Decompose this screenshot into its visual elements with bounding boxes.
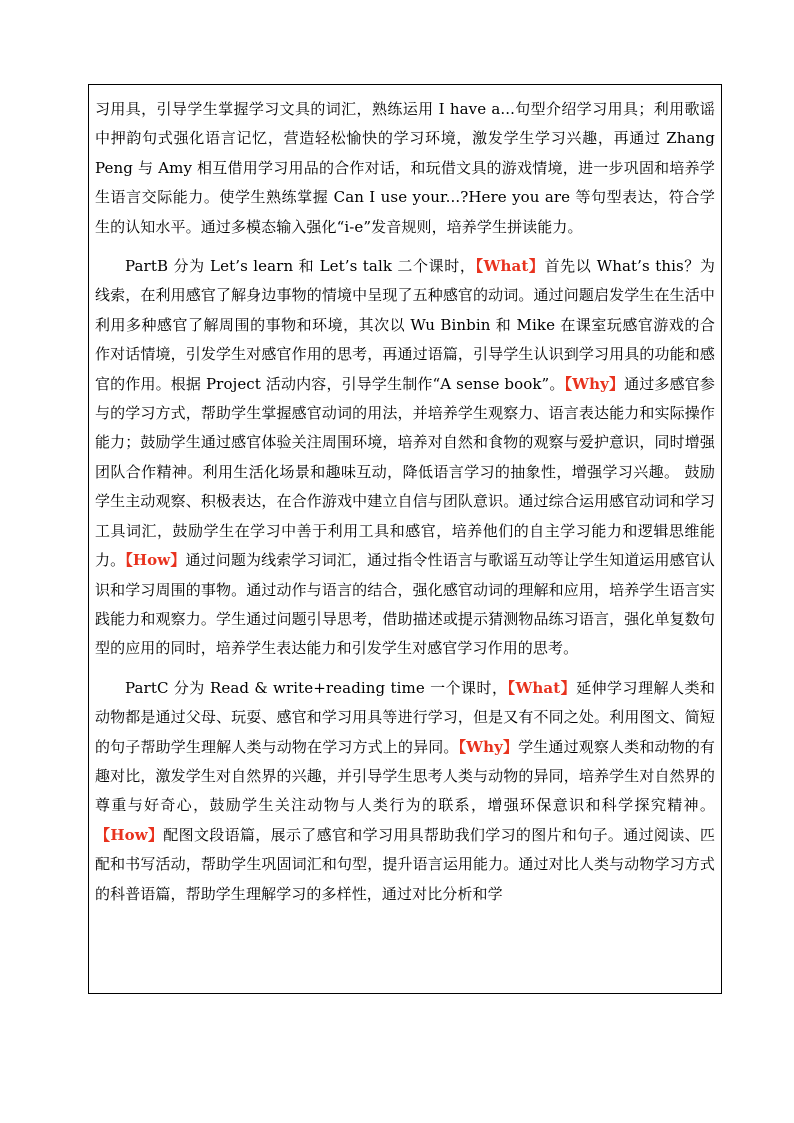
paragraph-part-c (95, 674, 715, 909)
paragraph-part-a-continued (95, 95, 715, 242)
body-text: 通过问题为线索学习词汇，通过指令性语言与歌谣互动等让学生知道运用感官认识和学习周围的事物。通过动作与语言的结合，强化感官动词的理解和应用，培养学生语言实践能力和观察力。学生通过问题引导思考，借助描述或提示猜测物品练习语言，强化单复数句型的应用的同时，培养学生表达能力和引发学生对感官学习作用的思考。 (95, 551, 715, 658)
why-tag: 【Why】 (564, 374, 625, 393)
how-tag: 【How】 (95, 825, 164, 844)
cell-content (95, 95, 715, 909)
body-text: PartC 分为 Read & write+reading time 一个课时， (125, 678, 508, 697)
body-text: 通过多感官参与的学习方式，帮助学生掌握感官动词的用法，并培养学生观察力、语言表达能力和实际操作能力；鼓励学生通过感官体验关注周围环境，培养对自然和食物的观察与爱护意识，同时增强团队合作精神。利用生活化场景和趣味互动，降低语言学习的抽象性，增强学习兴趣。 鼓励学生主动观察、积极表达，在合作游戏中建立自信与团队意识。通过综合运用感官动词和学习工具词汇，鼓励学生在学习中善于利用工具和感官，培养他们的自主学习能力和逻辑思维能力。 (95, 374, 715, 570)
what-tag: 【What】 (475, 257, 545, 276)
what-tag: 【What】 (507, 678, 577, 697)
body-text: 习用具，引导学生掌握学习文具的词汇，熟练运用 I have a...句型介绍学习用具；利用歌谣中押韵句式强化语言记忆，营造轻松愉快的学习环境，激发学生学习兴趣，再通过 Zhang Peng 与 Amy 相互借用学习用品的合作对话，和玩借文具的游戏情境，进一步巩固和培养学生语言交际能力。使学生熟练掌握 Can I use your...?Here you are 等句型表达，符合学生的认知水平。通过多模态输入强化“i-e”发音规则，培养学生拼读能力。 (95, 100, 715, 236)
paragraph-part-b (95, 252, 715, 664)
text-table-cell (88, 84, 722, 994)
how-tag: 【How】 (125, 551, 186, 570)
body-text: 首先以 What’s this？为线索，在利用感官了解身边事物的情境中呈现了五种感官的动词。通过问题启发学生在生活中利用多种感官了解周围的事物和环境，其次以 Wu Binbin 和 Mike 在课室玩感官游戏的合作对话情境，引发学生对感官作用的思考，再通过语篇，引导学生认识到学习用具的功能和感官的作用。根据 Project 活动内容，引导学生制作“A sense book”。 (95, 257, 715, 393)
why-tag: 【Why】 (458, 737, 519, 756)
body-text: PartB 分为 Let’s learn 和 Let’s talk 二个课时， (125, 257, 476, 276)
body-text: 学生通过观察人类和动物的有趣对比，激发学生对自然界的兴趣，并引导学生思考人类与动物的异同，培养学生对自然界的尊重与好奇心，鼓励学生关注动物与人类行为的联系，增强环保意识和科学探究精神。 (95, 737, 715, 815)
body-text: 配图文段语篇，展示了感官和学习用具帮助我们学习的图片和句子。通过阅读、匹配和书写活动，帮助学生巩固词汇和句型，提升语言运用能力。通过对比人类与动物学习方式的科普语篇，帮助学生理解学习的多样性，通过对比分析和学 (95, 825, 716, 903)
body-text: 延伸学习理解人类和动物都是通过父母、玩耍、感官和学习用具等进行学习，但是又有不同之处。利用图文、简短的句子帮助学生理解人类与动物在学习方式上的异同。 (95, 678, 716, 756)
